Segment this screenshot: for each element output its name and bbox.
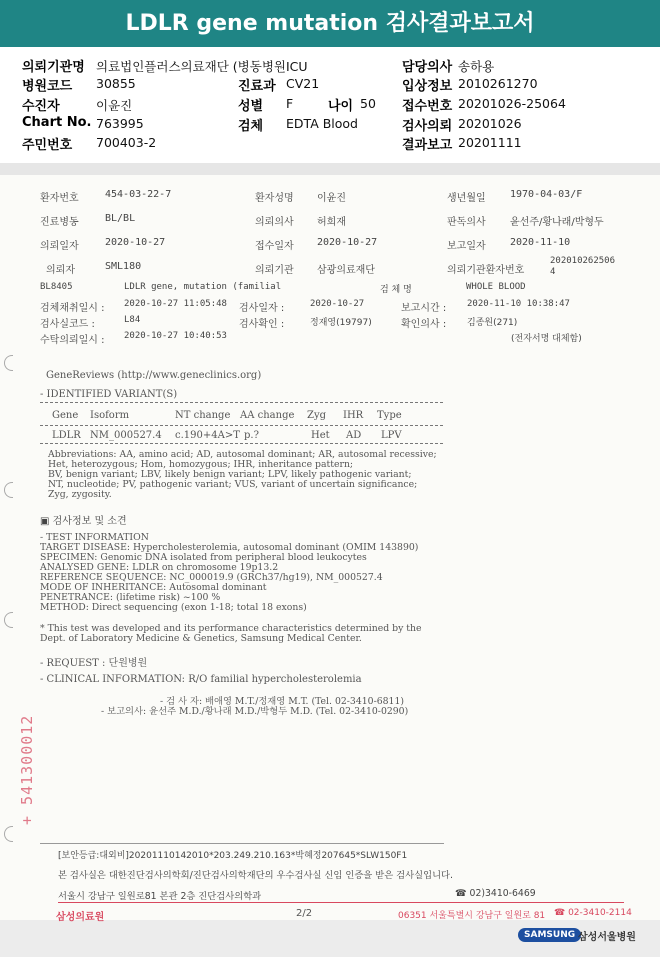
test-info-line: REFERENCE SEQUENCE: NC_000019.9 (GRCh37/hg19), NM_000527.4 (40, 572, 383, 583)
institution-label-2: 의뢰기관 (255, 265, 294, 276)
referring-doctor-label: 의뢰의사 (255, 217, 294, 228)
punch-hole-mark (4, 355, 13, 371)
punch-hole-mark (4, 482, 13, 498)
collection-time-label: 검체채취일시 : (40, 303, 105, 314)
request-date-label: 검사의뢰 (402, 119, 453, 134)
hospital-code-label: 병원코드 (22, 79, 73, 94)
test-code: BL8405 (40, 282, 73, 292)
lab-address: 서울시 강남구 일원로81 본관 2층 진단검사의학과 (58, 891, 262, 902)
request-line: - REQUEST : 단원병원 (40, 658, 148, 669)
test-info-line: TARGET DISEASE: Hypercholesterolemia, autosomal dominant (OMIM 143890) (40, 542, 419, 553)
receipt-date-value: 2020-10-27 (317, 237, 378, 248)
clinical-info-line: - CLINICAL INFORMATION: R/O familial hypercholesterolemia (40, 674, 362, 685)
variant-cell: LDLR (52, 430, 81, 441)
test-confirm-label: 검사확인 : (239, 319, 285, 330)
section-title: ▣ 검사정보 및 소견 (40, 516, 127, 527)
lab-code-value: L84 (124, 315, 141, 325)
test-date-label: 검사일자 : (239, 303, 285, 314)
patient-no-label: 환자번호 (40, 193, 79, 204)
genereviews-link: GeneReviews (http://www.geneclinics.org) (46, 370, 262, 381)
variant-cell: p.? (244, 430, 259, 441)
reading-doctor-value: 윤선주/황나래/박형두 (510, 217, 604, 228)
lab-code-label: 검사실코드 : (40, 319, 95, 330)
report-date-label-2: 보고일자 (447, 241, 486, 252)
variant-cell: Het (311, 430, 330, 441)
variant-col-header: Isoform (90, 410, 130, 421)
specimen-name-value: WHOLE BLOOD (466, 282, 526, 292)
identified-variants-title: - IDENTIFIED VARIANT(S) (40, 389, 178, 400)
divider (40, 843, 444, 844)
certification-line: 본 검사실은 대한진단검사의학회/진단검사의학재단의 우수검사실 신임 인증을 받은 검사실입니다. (58, 870, 453, 881)
test-info-line: SPECIMEN: Genomic DNA isolated from peripheral blood leukocytes (40, 552, 367, 563)
abbrev-line: BV, benign variant; LBV, likely benign variant; LPV, likely pathogenic variant; (48, 469, 412, 480)
chart-no-label: Chart No. (22, 115, 92, 130)
test-info-line: PENETRANCE: (lifetime risk) ~100 % (40, 592, 221, 603)
confirm-doctor-value: 김종원(271) (467, 318, 518, 328)
e-signature-note: (전자서명 대체함) (511, 334, 582, 344)
department-label: 진료과 (238, 79, 276, 94)
inst-patient-no-label: 의뢰기관환자번호 (447, 265, 525, 276)
report-date-value-2: 2020-11-10 (510, 237, 571, 248)
variant-col-header: IHR (343, 410, 364, 421)
variant-cell: AD (346, 430, 362, 441)
footer-phone: ☎ 02-3410-2114 (554, 908, 632, 918)
variant-cell: c.190+4A>T (175, 430, 240, 441)
age-value: 50 (360, 96, 376, 111)
department-value: CV21 (286, 76, 320, 91)
requester-label: 의뢰자 (46, 265, 75, 276)
variant-col-header: Type (377, 410, 402, 421)
abbrev-line: Zyg, zygosity. (48, 489, 112, 500)
abbrev-line: Abbreviations: AA, amino acid; AD, autosomal dominant; AR, autosomal recessive; (48, 449, 437, 460)
request-date-label-2: 의뢰일자 (40, 241, 79, 252)
patient-no-value: 454-03-22-7 (105, 189, 172, 200)
tester-line: - 검 사 자: 배애영 M.T./정재영 M.T. (Tel. 02-3410-6811) (160, 696, 404, 707)
chart-no-value: 763995 (96, 116, 144, 131)
variant-cell: NM_000527.4 (90, 430, 162, 441)
doctor-label: 담당의사 (402, 60, 453, 75)
age-label: 나이 (328, 99, 354, 114)
footer-address: 06351 서울특별시 강남구 일원로 81 (398, 911, 546, 921)
samsung-hospital-name: 삼성서울병원 (578, 932, 636, 943)
test-name: LDLR gene, mutation (familial (124, 282, 282, 292)
abbrev-line: Het, heterozygous; Hom, homozygous; IHR, inheritance pattern; (48, 459, 354, 470)
reporter-line: - 보고의사: 윤선주 M.D./황나래 M.D./박형두 M.D. (Tel. 02-3410-0290) (101, 706, 409, 717)
patient-name-value: 이윤진 (317, 193, 346, 204)
doctor-value: 송하용 (458, 59, 495, 74)
resident-no-label: 주민번호 (22, 138, 73, 153)
specimen-label: 검체 (238, 119, 264, 134)
variant-col-header: AA change (240, 410, 295, 421)
report-time-label: 보고시간 : (401, 303, 447, 314)
side-barcode-number: + 541300012 (18, 714, 36, 825)
admission-label: 입상정보 (402, 79, 453, 94)
variant-cell: LPV (381, 430, 402, 441)
admission-value: 2010261270 (458, 76, 538, 91)
test-info-line: MODE OF INHERITANCE: Autosomal dominant (40, 582, 267, 593)
ward-label: 진료병동 (40, 217, 79, 228)
test-info-line: ANALYSED GENE: LDLR on chromosome 19p13.2 (40, 562, 279, 573)
footer-hospital: 삼성의료원 (56, 912, 105, 923)
report-date-value: 20201111 (458, 135, 522, 150)
scanned-report (0, 175, 660, 920)
receipt-date-label: 접수일자 (255, 241, 294, 252)
inst-patient-no-value: 202010262506 (550, 256, 616, 266)
security-line: [보안등급:대외비]20201110142010*203.249.210.163*박혜정207645*SLW150F1 (58, 851, 408, 861)
specimen-name-label: 검 체 명 (380, 285, 412, 295)
report-time-value: 2020-11-10 10:38:47 (467, 299, 570, 309)
referring-doctor-value: 허희재 (317, 217, 346, 228)
abbrev-line: NT, nucleotide; PV, pathogenic variant; VUS, variant of uncertain significance; (48, 479, 418, 490)
test-date-value: 2020-10-27 (310, 299, 365, 309)
ward-value: BL/BL (105, 213, 136, 224)
resident-no-value: 700403-2 (96, 135, 157, 150)
specimen-value: EDTA Blood (286, 116, 358, 131)
inst-patient-no-value-cont: 4 (550, 267, 556, 277)
sex-value: F (286, 96, 294, 111)
report-title: LDLR gene mutation 검사결과보고서 (0, 0, 660, 47)
request-date-value: 20201026 (458, 116, 522, 131)
variant-col-header: Gene (52, 410, 79, 421)
report-date-label: 결과보고 (402, 138, 453, 153)
institution-label: 의뢰기관명 (22, 60, 85, 75)
receipt-no-label: 접수번호 (402, 99, 453, 114)
variant-col-header: Zyg (307, 410, 326, 421)
recipient-value: 이윤진 (96, 98, 133, 113)
birthdate-label: 생년월일 (447, 193, 486, 204)
divider (40, 425, 443, 426)
test-info-line: - TEST INFORMATION (40, 532, 149, 543)
institution-value: 의료법인플러스의료재단 (병동병원ICU (96, 59, 308, 74)
hospital-code-value: 30855 (96, 76, 136, 91)
requester-value: SML180 (105, 261, 142, 272)
page-number: 2/2 (296, 908, 313, 919)
consign-time-value: 2020-10-27 10:40:53 (124, 331, 227, 341)
disclaimer-line: * This test was developed and its performance characteristics determined by the (40, 623, 422, 634)
collection-time-value: 2020-10-27 11:05:48 (124, 299, 227, 309)
disclaimer-line: Dept. of Laboratory Medicine & Genetics, Samsung Medical Center. (40, 633, 362, 644)
punch-hole-mark (4, 612, 13, 628)
sex-label: 성별 (238, 99, 264, 114)
lab-phone: ☎ 02)3410-6469 (455, 888, 536, 899)
consign-time-label: 수탁의뢰일시 : (40, 335, 105, 346)
divider (40, 443, 443, 444)
reading-doctor-label: 판독의사 (447, 217, 486, 228)
punch-hole-mark (4, 826, 13, 842)
test-confirm-value: 정재영(19797) (310, 318, 372, 328)
patient-name-label: 환자성명 (255, 193, 294, 204)
samsung-logo: SAMSUNG (518, 928, 581, 942)
variant-col-header: NT change (175, 410, 231, 421)
birthdate-value: 1970-04-03/F (510, 189, 583, 200)
institution-value-2: 삼광의료재단 (317, 265, 375, 276)
recipient-label: 수진자 (22, 99, 60, 114)
test-info-line: METHOD: Direct sequencing (exon 1-18; total 18 exons) (40, 602, 307, 613)
address-underline (58, 902, 624, 903)
request-date-value-2: 2020-10-27 (105, 237, 166, 248)
receipt-no-value: 20201026-25064 (458, 96, 566, 111)
report-header (0, 47, 660, 163)
confirm-doctor-label: 확인의사 : (401, 319, 447, 330)
document-footer (0, 908, 660, 957)
divider (40, 402, 443, 403)
